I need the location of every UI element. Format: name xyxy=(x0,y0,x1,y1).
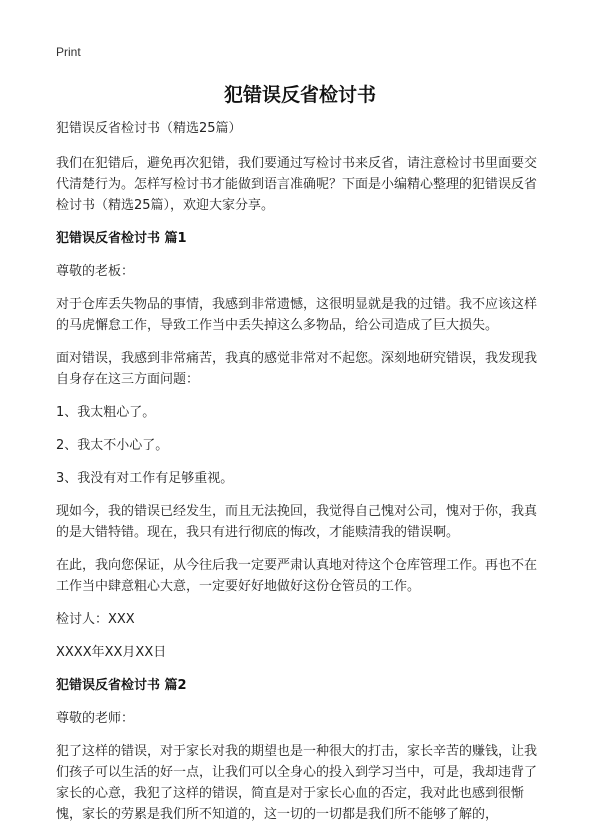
section-heading: 犯错误反省检讨书 篇1 xyxy=(56,231,187,246)
date-line: XXXX年XX月XX日 xyxy=(56,645,167,660)
print-link[interactable]: Print xyxy=(56,45,81,59)
intro-paragraph: 我们在犯错后，避免再次犯错，我们要通过写检讨书来反省，请注意检讨书里面要交代清楚行为。怎样写检讨书才能做到语言准确呢？下面是小编精心整理的犯错误反省检讨书（精选25篇），欢迎大家分享。 xyxy=(56,156,538,213)
document-title: 犯错误反省检讨书 xyxy=(223,84,376,106)
paragraph: 犯了这样的错误，对于家长对我的期望也是一种很大的打击，家长辛苦的赚钱，让我们孩子可以生活的好一点，让我们可以全身心的投入到学习当中，可是，我却违背了家长的心意，我犯了这样的错误，简直是对于家长心血的否定，我对此也感到很惭愧，家长的劳累是我们所不知道的，这一切的一切都是我们所不能够了解的， xyxy=(56,744,538,822)
salutation: 尊敬的老师： xyxy=(56,711,135,726)
section-heading: 犯错误反省检讨书 篇2 xyxy=(56,678,187,693)
list-item: 1、我太粗心了。 xyxy=(56,405,156,420)
document-body xyxy=(56,118,548,837)
paragraph: 对于仓库丢失物品的事情，我感到非常遗憾，这很明显就是我的过错。我不应该这样的马虎懈怠工作，导致工作当中丢失掉这么多物品，给公司造成了巨大损失。 xyxy=(56,297,538,333)
paragraph: 在此，我向您保证，从今往后我一定要严肃认真地对待这个仓库管理工作。再也不在工作当中肆意粗心大意，一定要好好地做好这份仓管员的工作。 xyxy=(56,558,538,594)
list-item: 2、我太不小心了。 xyxy=(56,438,169,453)
list-item: 3、我没有对工作有足够重视。 xyxy=(56,471,234,486)
signature-line: 检讨人：XXX xyxy=(56,612,135,627)
salutation: 尊敬的老板： xyxy=(56,264,135,279)
paragraph: 现如今，我的错误已经发生，而且无法挽回，我觉得自己愧对公司，愧对于你，我真的是大错特错。现在，我只有进行彻底的悔改，才能赎清我的错误啊。 xyxy=(56,504,538,540)
document-subtitle: 犯错误反省检讨书（精选25篇） xyxy=(56,121,242,136)
paragraph: 面对错误，我感到非常痛苦，我真的感觉非常对不起您。深刻地研究错误，我发现我自身存在这三方面问题： xyxy=(56,351,538,387)
